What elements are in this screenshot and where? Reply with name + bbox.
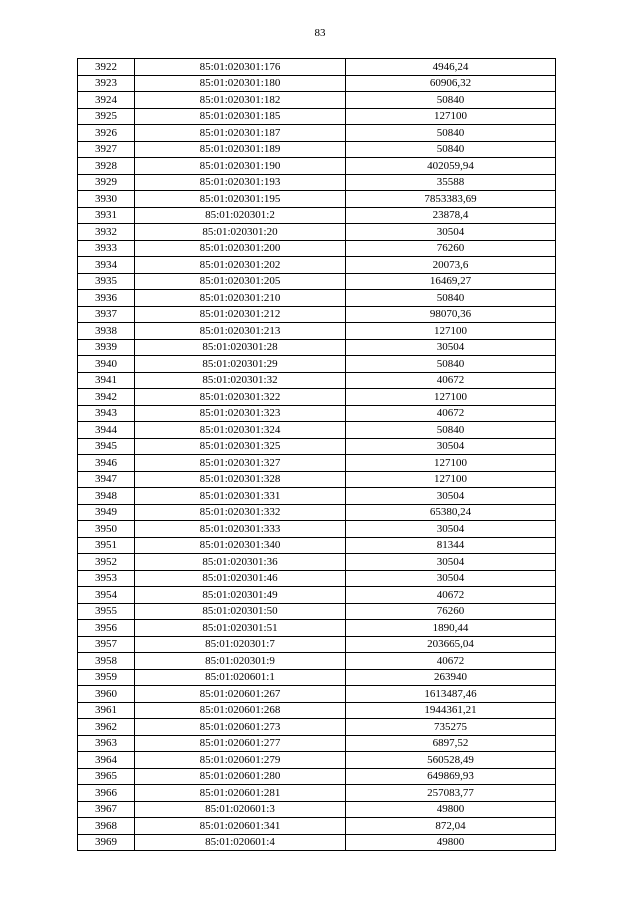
cadastral-number-cell: 85:01:020301:187 [135, 125, 346, 142]
row-number-cell: 3932 [78, 224, 135, 241]
row-number-cell: 3957 [78, 636, 135, 653]
table-row [78, 257, 556, 274]
table-row [78, 455, 556, 472]
table-row [78, 372, 556, 389]
value-cell: 76260 [346, 240, 556, 257]
row-number-cell: 3948 [78, 488, 135, 505]
cadastral-number-cell: 85:01:020301:322 [135, 389, 346, 406]
table-row [78, 323, 556, 340]
value-cell: 1613487,46 [346, 686, 556, 703]
value-cell: 30504 [346, 521, 556, 538]
value-cell: 1944361,21 [346, 702, 556, 719]
value-cell: 76260 [346, 603, 556, 620]
cadastral-number-cell: 85:01:020301:333 [135, 521, 346, 538]
table-row [78, 719, 556, 736]
row-number-cell: 3960 [78, 686, 135, 703]
cadastral-number-cell: 85:01:020301:190 [135, 158, 346, 175]
cadastral-number-cell: 85:01:020301:182 [135, 92, 346, 109]
cadastral-number-cell: 85:01:020301:193 [135, 174, 346, 191]
value-cell: 30504 [346, 438, 556, 455]
value-cell: 49800 [346, 834, 556, 851]
row-number-cell: 3939 [78, 339, 135, 356]
value-cell: 50840 [346, 92, 556, 109]
row-number-cell: 3942 [78, 389, 135, 406]
value-cell: 98070,36 [346, 306, 556, 323]
cadastral-number-cell: 85:01:020601:341 [135, 818, 346, 835]
table-row [78, 59, 556, 76]
table-row [78, 653, 556, 670]
cadastral-number-cell: 85:01:020601:4 [135, 834, 346, 851]
cadastral-number-cell: 85:01:020301:2 [135, 207, 346, 224]
row-number-cell: 3933 [78, 240, 135, 257]
table-row [78, 669, 556, 686]
value-cell: 65380,24 [346, 504, 556, 521]
value-cell: 50840 [346, 422, 556, 439]
row-number-cell: 3927 [78, 141, 135, 158]
row-number-cell: 3940 [78, 356, 135, 373]
cadastral-number-cell: 85:01:020301:324 [135, 422, 346, 439]
value-cell: 560528,49 [346, 752, 556, 769]
row-number-cell: 3966 [78, 785, 135, 802]
table-row [78, 636, 556, 653]
value-cell: 402059,94 [346, 158, 556, 175]
cadastral-number-cell: 85:01:020301:29 [135, 356, 346, 373]
value-cell: 81344 [346, 537, 556, 554]
row-number-cell: 3936 [78, 290, 135, 307]
row-number-cell: 3950 [78, 521, 135, 538]
row-number-cell: 3929 [78, 174, 135, 191]
row-number-cell: 3928 [78, 158, 135, 175]
cadastral-number-cell: 85:01:020301:20 [135, 224, 346, 241]
cadastral-number-cell: 85:01:020301:212 [135, 306, 346, 323]
table-row [78, 306, 556, 323]
table-row [78, 92, 556, 109]
row-number-cell: 3935 [78, 273, 135, 290]
cadastral-number-cell: 85:01:020301:176 [135, 59, 346, 76]
row-number-cell: 3926 [78, 125, 135, 142]
value-cell: 1890,44 [346, 620, 556, 637]
row-number-cell: 3930 [78, 191, 135, 208]
value-cell: 40672 [346, 587, 556, 604]
table-body [78, 59, 556, 851]
value-cell: 127100 [346, 323, 556, 340]
row-number-cell: 3956 [78, 620, 135, 637]
cadastral-number-cell: 85:01:020601:273 [135, 719, 346, 736]
cadastral-number-cell: 85:01:020301:213 [135, 323, 346, 340]
row-number-cell: 3946 [78, 455, 135, 472]
value-cell: 50840 [346, 356, 556, 373]
table-row [78, 125, 556, 142]
table-row [78, 290, 556, 307]
value-cell: 6897,52 [346, 735, 556, 752]
row-number-cell: 3958 [78, 653, 135, 670]
value-cell: 40672 [346, 653, 556, 670]
value-cell: 50840 [346, 125, 556, 142]
table-row [78, 75, 556, 92]
row-number-cell: 3965 [78, 768, 135, 785]
row-number-cell: 3931 [78, 207, 135, 224]
row-number-cell: 3955 [78, 603, 135, 620]
table-row [78, 735, 556, 752]
table-row [78, 488, 556, 505]
table-row [78, 537, 556, 554]
value-cell: 263940 [346, 669, 556, 686]
cadastral-number-cell: 85:01:020301:200 [135, 240, 346, 257]
cadastral-number-cell: 85:01:020301:180 [135, 75, 346, 92]
value-cell: 257083,77 [346, 785, 556, 802]
cadastral-number-cell: 85:01:020301:46 [135, 570, 346, 587]
value-cell: 30504 [346, 488, 556, 505]
cadastral-number-cell: 85:01:020301:340 [135, 537, 346, 554]
table-row [78, 603, 556, 620]
cadastral-number-cell: 85:01:020301:189 [135, 141, 346, 158]
cadastral-number-cell: 85:01:020301:28 [135, 339, 346, 356]
value-cell: 16469,27 [346, 273, 556, 290]
cadastral-number-cell: 85:01:020301:9 [135, 653, 346, 670]
cadastral-number-cell: 85:01:020301:328 [135, 471, 346, 488]
table-row [78, 339, 556, 356]
cadastral-number-cell: 85:01:020301:327 [135, 455, 346, 472]
table-row [78, 834, 556, 851]
table-row [78, 422, 556, 439]
row-number-cell: 3951 [78, 537, 135, 554]
cadastral-number-cell: 85:01:020301:36 [135, 554, 346, 571]
cadastral-number-cell: 85:01:020301:49 [135, 587, 346, 604]
row-number-cell: 3953 [78, 570, 135, 587]
cadastral-number-cell: 85:01:020301:51 [135, 620, 346, 637]
value-cell: 60906,32 [346, 75, 556, 92]
cadastral-number-cell: 85:01:020301:210 [135, 290, 346, 307]
row-number-cell: 3924 [78, 92, 135, 109]
value-cell: 872,04 [346, 818, 556, 835]
table-row [78, 356, 556, 373]
table-row [78, 108, 556, 125]
cadastral-number-cell: 85:01:020601:1 [135, 669, 346, 686]
cadastral-number-cell: 85:01:020301:7 [135, 636, 346, 653]
row-number-cell: 3967 [78, 801, 135, 818]
table-row [78, 273, 556, 290]
cadastral-number-cell: 85:01:020301:50 [135, 603, 346, 620]
row-number-cell: 3954 [78, 587, 135, 604]
row-number-cell: 3934 [78, 257, 135, 274]
table-row [78, 471, 556, 488]
cadastral-number-cell: 85:01:020601:268 [135, 702, 346, 719]
cadastral-value-table [77, 58, 556, 851]
table-row [78, 438, 556, 455]
page-number: 83 [314, 27, 326, 39]
table-row [78, 240, 556, 257]
row-number-cell: 3925 [78, 108, 135, 125]
cadastral-number-cell: 85:01:020601:279 [135, 752, 346, 769]
cadastral-number-cell: 85:01:020301:205 [135, 273, 346, 290]
row-number-cell: 3943 [78, 405, 135, 422]
cadastral-number-cell: 85:01:020301:323 [135, 405, 346, 422]
row-number-cell: 3962 [78, 719, 135, 736]
cadastral-number-cell: 85:01:020601:3 [135, 801, 346, 818]
table-row [78, 405, 556, 422]
row-number-cell: 3961 [78, 702, 135, 719]
row-number-cell: 3964 [78, 752, 135, 769]
table-row [78, 191, 556, 208]
value-cell: 50840 [346, 141, 556, 158]
table-row [78, 141, 556, 158]
table-row [78, 587, 556, 604]
table-row [78, 686, 556, 703]
row-number-cell: 3922 [78, 59, 135, 76]
table-row [78, 521, 556, 538]
row-number-cell: 3952 [78, 554, 135, 571]
value-cell: 23878,4 [346, 207, 556, 224]
value-cell: 40672 [346, 372, 556, 389]
row-number-cell: 3969 [78, 834, 135, 851]
value-cell: 20073,6 [346, 257, 556, 274]
row-number-cell: 3923 [78, 75, 135, 92]
table-row [78, 207, 556, 224]
table-row [78, 785, 556, 802]
cadastral-number-cell: 85:01:020301:325 [135, 438, 346, 455]
table-row [78, 174, 556, 191]
row-number-cell: 3941 [78, 372, 135, 389]
table-row [78, 504, 556, 521]
value-cell: 30504 [346, 224, 556, 241]
value-cell: 30504 [346, 570, 556, 587]
cadastral-number-cell: 85:01:020601:281 [135, 785, 346, 802]
value-cell: 203665,04 [346, 636, 556, 653]
value-cell: 735275 [346, 719, 556, 736]
value-cell: 35588 [346, 174, 556, 191]
value-cell: 30504 [346, 554, 556, 571]
value-cell: 4946,24 [346, 59, 556, 76]
cadastral-number-cell: 85:01:020601:280 [135, 768, 346, 785]
value-cell: 7853383,69 [346, 191, 556, 208]
row-number-cell: 3945 [78, 438, 135, 455]
table-row [78, 389, 556, 406]
row-number-cell: 3947 [78, 471, 135, 488]
row-number-cell: 3938 [78, 323, 135, 340]
table-row [78, 702, 556, 719]
value-cell: 50840 [346, 290, 556, 307]
cadastral-number-cell: 85:01:020301:331 [135, 488, 346, 505]
table-row [78, 570, 556, 587]
value-cell: 40672 [346, 405, 556, 422]
value-cell: 127100 [346, 471, 556, 488]
table-row [78, 752, 556, 769]
value-cell: 30504 [346, 339, 556, 356]
table-row [78, 620, 556, 637]
table-row [78, 554, 556, 571]
row-number-cell: 3959 [78, 669, 135, 686]
cadastral-number-cell: 85:01:020601:267 [135, 686, 346, 703]
value-cell: 49800 [346, 801, 556, 818]
row-number-cell: 3949 [78, 504, 135, 521]
row-number-cell: 3944 [78, 422, 135, 439]
cadastral-number-cell: 85:01:020301:202 [135, 257, 346, 274]
row-number-cell: 3968 [78, 818, 135, 835]
row-number-cell: 3963 [78, 735, 135, 752]
value-cell: 127100 [346, 108, 556, 125]
cadastral-number-cell: 85:01:020301:185 [135, 108, 346, 125]
value-cell: 127100 [346, 455, 556, 472]
table-row [78, 224, 556, 241]
cadastral-number-cell: 85:01:020601:277 [135, 735, 346, 752]
table-row [78, 158, 556, 175]
row-number-cell: 3937 [78, 306, 135, 323]
table-row [78, 801, 556, 818]
table-row [78, 768, 556, 785]
value-cell: 127100 [346, 389, 556, 406]
table-row [78, 818, 556, 835]
cadastral-number-cell: 85:01:020301:32 [135, 372, 346, 389]
cadastral-number-cell: 85:01:020301:195 [135, 191, 346, 208]
cadastral-number-cell: 85:01:020301:332 [135, 504, 346, 521]
value-cell: 649869,93 [346, 768, 556, 785]
